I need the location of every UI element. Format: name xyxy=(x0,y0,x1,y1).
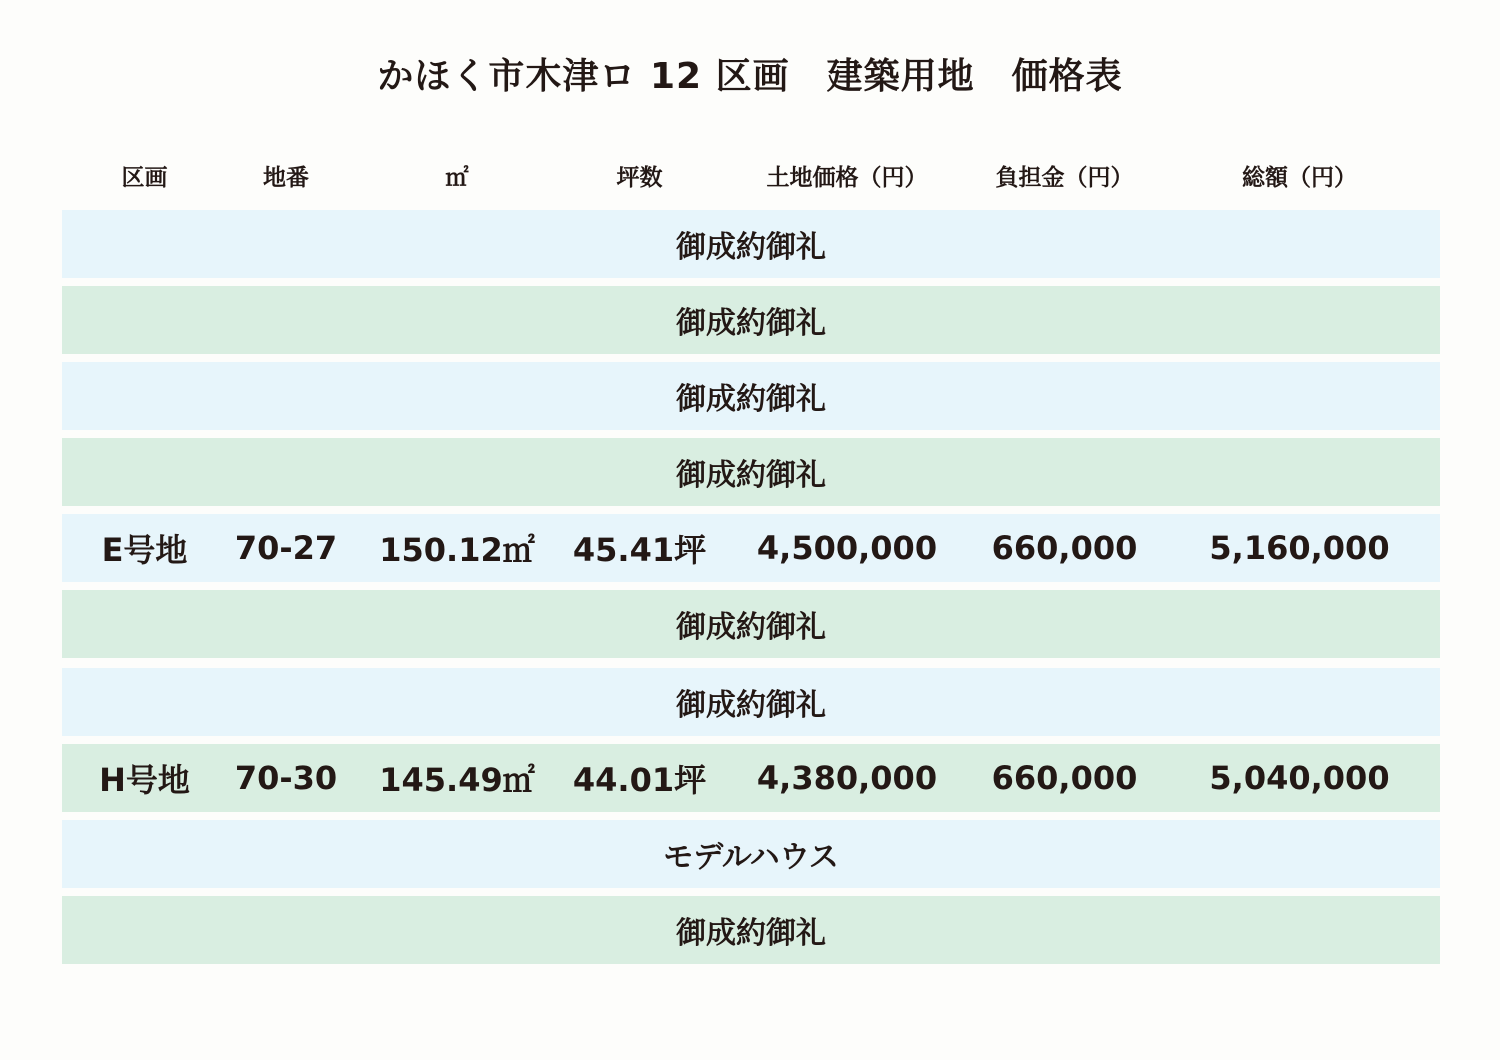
header-total: 総額（円） xyxy=(1242,164,1357,191)
table-row xyxy=(62,362,1440,430)
table-row xyxy=(62,210,1440,278)
sold-label: 御成約御礼 xyxy=(676,916,826,951)
table-row xyxy=(62,896,1440,964)
total-price: 5,160,000 xyxy=(1209,529,1390,567)
lot-number: 70-30 xyxy=(234,759,338,797)
fee: 660,000 xyxy=(991,759,1138,797)
lot-area: 150.12㎡ xyxy=(379,531,535,569)
header-lot: 区画 xyxy=(121,164,168,191)
table-row-h-lot xyxy=(62,744,1440,812)
sold-label: 御成約御礼 xyxy=(676,458,826,493)
table-row xyxy=(62,286,1440,354)
lot-tsubo: 44.01坪 xyxy=(572,761,707,799)
table-row-e-lot xyxy=(62,514,1440,582)
table-header xyxy=(62,150,1440,200)
sold-label: 御成約御礼 xyxy=(676,382,826,417)
sold-label: 御成約御礼 xyxy=(676,610,826,645)
table-row xyxy=(62,820,1440,888)
header-area-sqm: ㎡ xyxy=(445,164,469,191)
lot-number: 70-27 xyxy=(234,529,338,567)
fee: 660,000 xyxy=(991,529,1138,567)
table-row xyxy=(62,668,1440,736)
header-lot-number: 地番 xyxy=(263,164,309,191)
table-row xyxy=(62,438,1440,506)
lot-name: H号地 xyxy=(99,761,190,799)
lot-name: E号地 xyxy=(101,531,188,569)
sold-label: 御成約御礼 xyxy=(676,306,826,341)
land-price: 4,380,000 xyxy=(756,759,938,797)
lot-area: 145.49㎡ xyxy=(379,761,535,799)
land-price: 4,500,000 xyxy=(756,529,938,567)
total-price: 5,040,000 xyxy=(1209,759,1390,797)
sold-label: 御成約御礼 xyxy=(676,688,826,723)
header-fee: 負担金（円） xyxy=(995,164,1134,191)
header-tsubo: 坪数 xyxy=(616,164,663,191)
sold-label: 御成約御礼 xyxy=(676,230,826,265)
table-row xyxy=(62,590,1440,658)
page-title: かほく市木津ロ 12 区画 建築用地 価格表 xyxy=(377,56,1123,97)
model-house-label: モデルハウス xyxy=(663,840,839,875)
header-land-price: 土地価格（円） xyxy=(766,164,928,191)
lot-tsubo: 45.41坪 xyxy=(572,531,707,569)
